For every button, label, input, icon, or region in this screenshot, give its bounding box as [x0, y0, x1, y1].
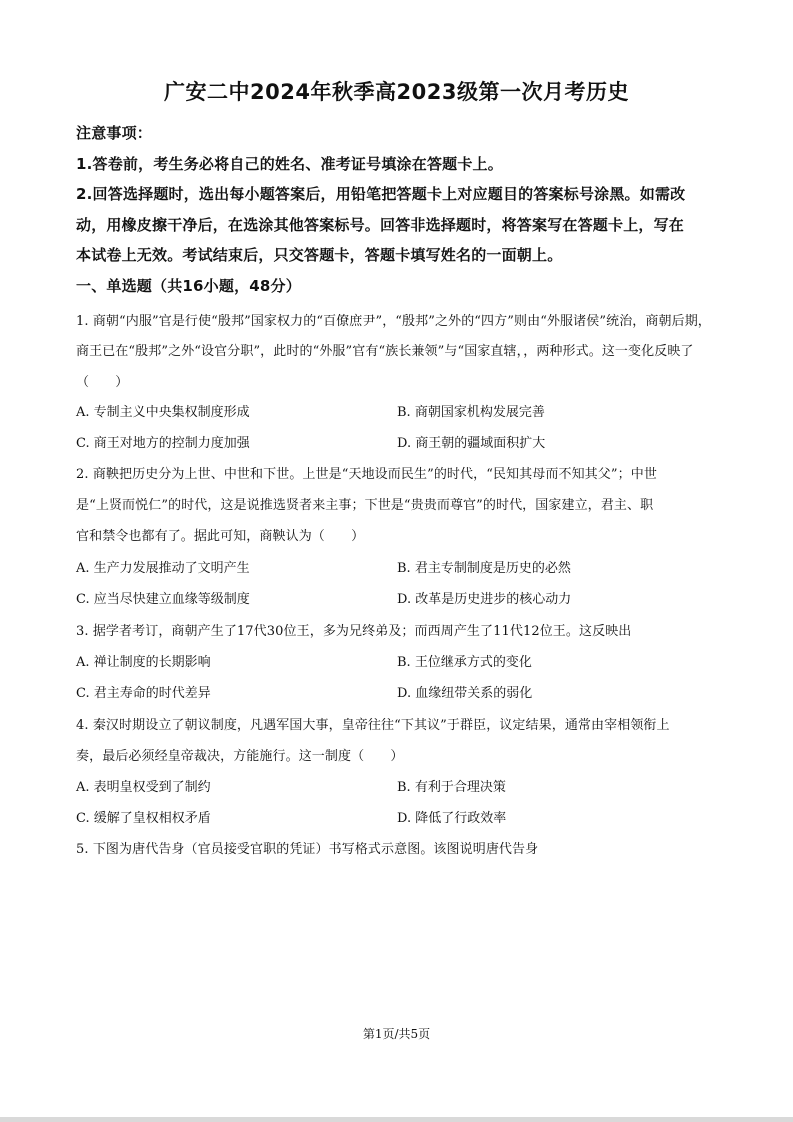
- question-2-option-a: A. 生产力发展推动了文明产生: [76, 561, 250, 576]
- notice-line: 本试卷上无效。考试结束后，只交答题卡，答题卡填写姓名的一面朝上。: [76, 246, 563, 264]
- question-4-option-c: C. 缓解了皇权相权矛盾: [76, 811, 211, 826]
- question-4-option-a: A. 表明皇权受到了制约: [76, 780, 211, 795]
- notice-heading: 注意事项：: [76, 124, 153, 142]
- question-3-line: 3. 据学者考订，商朝产生了17代30位王，多为兄终弟及；而西周产生了11代12位王。这反映出: [76, 624, 632, 639]
- question-1-option-a: A. 专制主义中央集权制度形成: [76, 405, 250, 420]
- question-4-line: 4. 秦汉时期设立了朝议制度，凡遇军国大事，皇帝往往“下其议”于群臣，议定结果，通常由宰相领衔上: [76, 718, 670, 733]
- question-2-option-d: D. 改革是历史进步的核心动力: [397, 592, 572, 607]
- question-4-option-d: D. 降低了行政效率: [397, 811, 507, 826]
- question-2-option-c: C. 应当尽快建立血缘等级制度: [76, 592, 250, 607]
- question-3-option-c: C. 君主寿命的时代差异: [76, 686, 211, 701]
- exam-title: 广安二中2024年秋季高2023级第一次月考历史: [164, 80, 629, 104]
- question-3-option-b: B. 王位继承方式的变化: [397, 655, 532, 670]
- question-1-line: 商王已在“殷邦”之外“设官分职”，此时的“外服”官有“族长兼领”与“国家直辖，，两种形式。这一变化反映了: [76, 344, 694, 359]
- question-2-option-b: B. 君主专制制度是历史的必然: [397, 561, 571, 576]
- page-footer: 第1页/共5页: [362, 1027, 431, 1041]
- question-4-option-b: B. 有利于合理决策: [397, 780, 506, 795]
- notice-line: 动，用橡皮擦干净后，在选涂其他答案标号。回答非选择题时，将答案写在答题卡上，写在: [76, 216, 685, 234]
- section-title: 一、单选题（共16小题，48分）: [76, 277, 301, 295]
- question-3-option-d: D. 血缘纽带关系的弱化: [397, 686, 533, 701]
- question-1-option-b: B. 商朝国家机构发展完善: [397, 405, 545, 420]
- question-1-option-d: D. 商王朝的疆域面积扩大: [397, 436, 546, 451]
- notice-line: 1.答卷前，考生务必将自己的姓名、准考证号填涂在答题卡上。: [76, 155, 503, 173]
- bottom-divider: [0, 1117, 793, 1122]
- question-1-line: 1. 商朝“内服”官是行使“殷邦”国家权力的“百僚庶尹”，“殷邦”之外的“四方”则由“外服诸侯”统治，商朝后期，: [76, 314, 711, 329]
- question-4-line: 奏，最后必须经皇帝裁决，方能施行。这一制度（ ）: [76, 749, 404, 764]
- question-2-line: 2. 商鞅把历史分为上世、中世和下世。上世是“天地设而民生”的时代，“民知其母而不知其父”；中世: [76, 467, 657, 482]
- question-1-line: （ ）: [76, 375, 129, 390]
- question-5-line: 5. 下图为唐代告身（官员接受官职的凭证）书写格式示意图。该图说明唐代告身: [76, 842, 539, 857]
- question-2-line: 官和禁令也都有了。据此可知，商鞅认为（ ）: [76, 529, 365, 544]
- notice-line: 2.回答选择题时，选出每小题答案后，用铅笔把答题卡上对应题目的答案标号涂黑。如需改: [76, 185, 686, 203]
- question-2-line: 是“上贤而悦仁”的时代，这是说推选贤者来主事；下世是“贵贵而尊官”的时代，国家建立，君主、职: [76, 498, 654, 513]
- question-3-option-a: A. 禅让制度的长期影响: [76, 655, 211, 670]
- question-1-option-c: C. 商王对地方的控制力度加强: [76, 436, 250, 451]
